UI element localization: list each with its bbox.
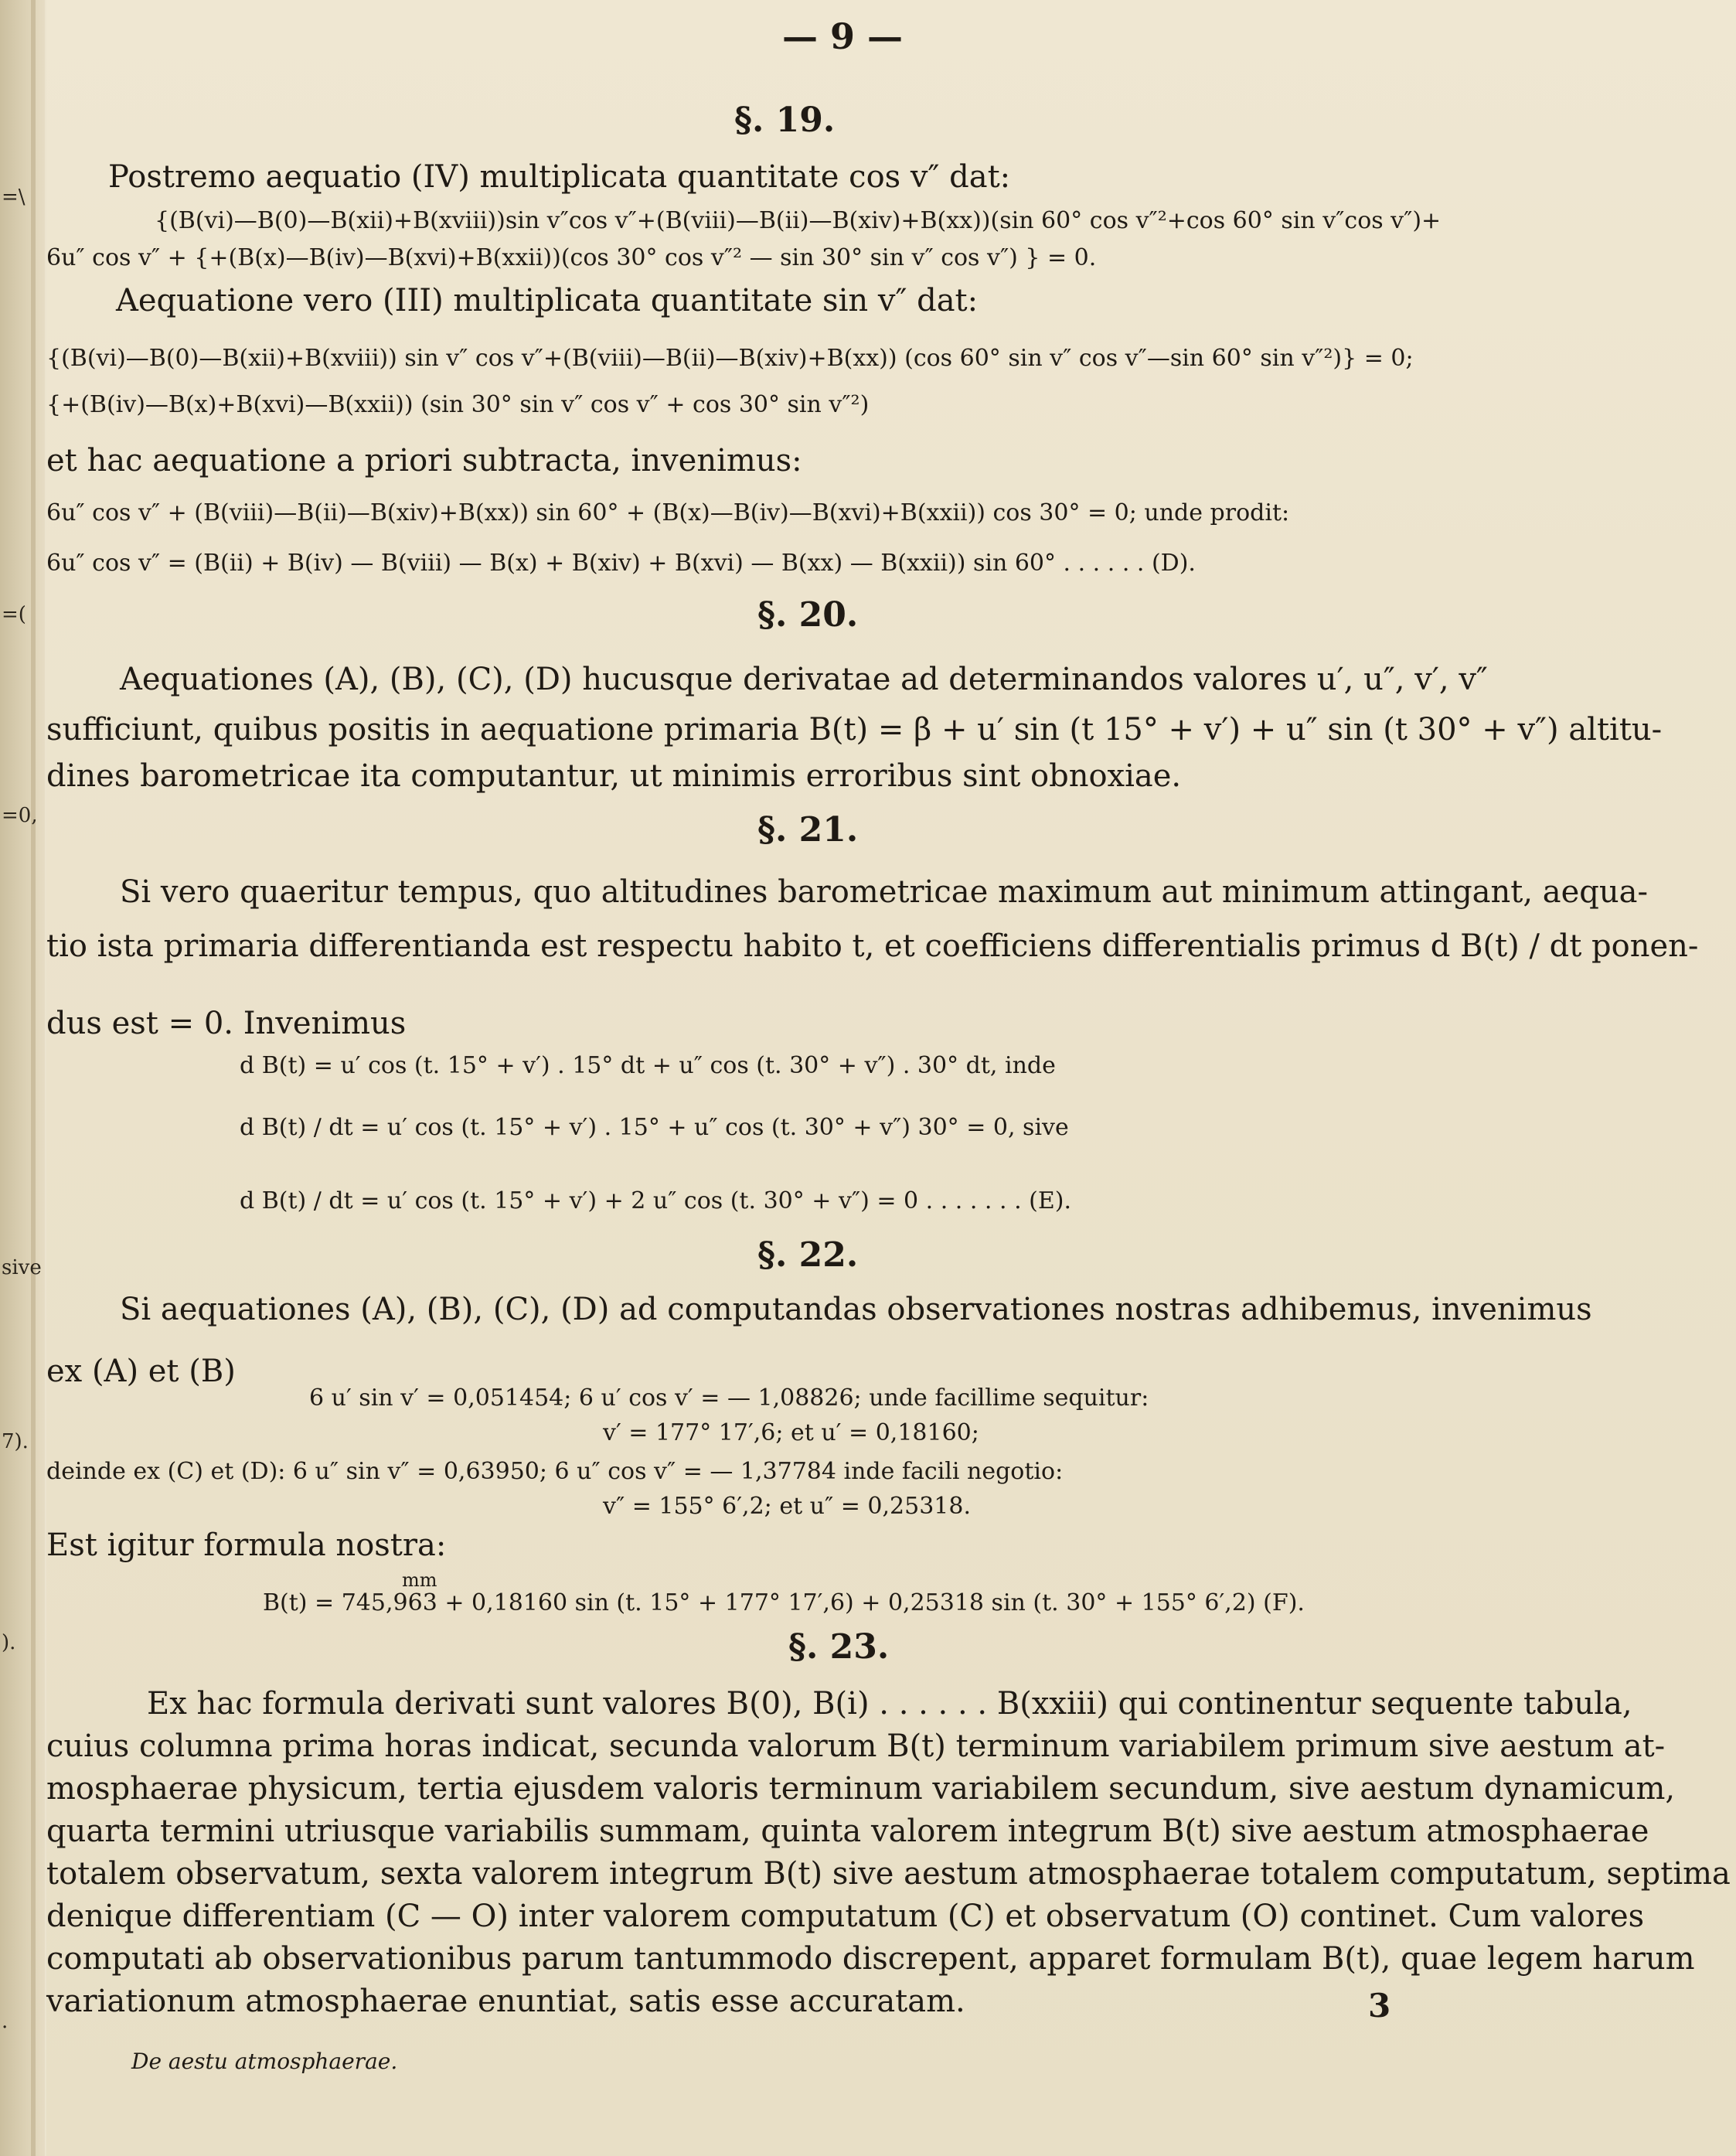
section-heading: §. 21. [757,810,859,850]
text-line: Ex hac formula derivati sunt valores B(0), B(i) . . . . . . B(xxiii) qui continentur sequente tabula, [147,1686,1632,1722]
text-line: Aequationes (A), (B), (C), (D) hucusque derivatae ad determinandos valores u′, u″, v′, v″ [120,662,1488,697]
text-line: mosphaerae physicum, tertia ejusdem valoris terminum variabilem secundum, sive aestum dynamicum, [46,1771,1676,1807]
equation-line: d B(t) = u′ cos (t. 15° + v′) . 15° dt + u″ cos (t. 30° + v″) . 30° dt, inde [240,1052,1056,1079]
text-line: Est igitur formula nostra: [46,1528,447,1563]
text-line: Aequatione vero (III) multiplicata quantitate sin v″ dat: [116,283,979,318]
book-spine [31,0,36,2156]
page-number: — 9 — [781,15,904,57]
equation-line: v′ = 177° 17′,6; et u′ = 0,18160; [603,1419,979,1446]
margin-fragment: ). [2,1631,16,1654]
text-line: Si aequationes (A), (B), (C), (D) ad computandas observationes nostras adhibemus, invenimus [120,1292,1592,1327]
margin-fragment: =\ [2,186,26,209]
text-line: denique differentiam (C — O) inter valorem computatum (C) et observatum (O) continet. Cum valores [46,1899,1645,1934]
equation-line: 6 u′ sin v′ = 0,051454; 6 u′ cos v′ = — 1,08826; unde facillime sequitur: [309,1385,1149,1412]
text-line: quarta termini utriusque variabilis summam, quinta valorem integrum B(t) sive aestum atmosphaerae [46,1814,1649,1849]
text-line: dus est = 0. Invenimus [46,1006,407,1041]
text-line: et hac aequatione a priori subtracta, invenimus: [46,443,802,479]
margin-fragment: =( [2,603,26,626]
margin-fragment: 7). [2,1430,29,1453]
text-line: variationum atmosphaerae enuntiat, satis esse accuratam. [46,1984,965,2019]
text-line: Postremo aequatio (IV) multiplicata quantitate cos v″ dat: [108,159,1011,195]
section-heading: §. 20. [757,595,859,635]
unit-label: mm [402,1569,437,1591]
text-line: cuius columna prima horas indicat, secunda valorum B(t) terminum variabilem primum sive aestum at- [46,1729,1666,1764]
section-heading: §. 19. [734,100,836,140]
equation-line: 6u″ cos v″ = (B(ii) + B(iv) — B(viii) — B(x) + B(xiv) + B(xvi) — B(xx) — B(xxii)) sin 60° . . . . . . (D). [46,550,1196,577]
signature-mark: 3 [1368,1987,1391,2025]
equation-line: d B(t) / dt = u′ cos (t. 15° + v′) . 15° + u″ cos (t. 30° + v″) 30° = 0, sive [240,1114,1069,1141]
equation-line: {(B(vi)—B(0)—B(xii)+B(xviii))sin v″cos v″+(B(viii)—B(ii)—B(xiv)+B(xx))(sin 60° cos v″²+cos 60° sin v″cos v″)+ [155,207,1442,234]
book-page [46,0,1736,2156]
text-line: totalem observatum, sexta valorem integrum B(t) sive aestum atmosphaerae totalem computatum, septima [46,1856,1731,1892]
footer-title: De aestu atmosphaerae. [131,2049,398,2074]
text-line: dines barometricae ita computantur, ut minimis erroribus sint obnoxiae. [46,758,1182,794]
equation-line: {+(B(iv)—B(x)+B(xvi)—B(xxii)) (sin 30° sin v″ cos v″ + cos 30° sin v″²) [46,391,870,418]
text-line: Si vero quaeritur tempus, quo altitudines barometricae maximum aut minimum attingant, aequa- [120,874,1649,910]
text-line: computati ab observationibus parum tantummodo discrepent, apparet formulam B(t), quae legem harum [46,1941,1695,1977]
section-heading: §. 23. [788,1627,890,1667]
equation-line: {(B(vi)—B(0)—B(xii)+B(xviii)) sin v″ cos v″+(B(viii)—B(ii)—B(xiv)+B(xx)) (cos 60° sin v″ cos v″—sin 60° sin v″²)} = 0; [46,345,1414,372]
margin-fragment: sive [2,1256,42,1279]
text-line: ex (A) et (B) [46,1354,236,1389]
text-line: sufficiunt, quibus positis in aequatione primaria B(t) = β + u′ sin (t 15° + v′) + u″ sin (t 30° + v″) altitu- [46,712,1663,748]
equation-line: 6u″ cos v″ + {+(B(x)—B(iv)—B(xvi)+B(xxii))(cos 30° cos v″² — sin 30° sin v″ cos v″) } = 0. [46,244,1097,271]
equation-line: deinde ex (C) et (D): 6 u″ sin v″ = 0,63950; 6 u″ cos v″ = — 1,37784 inde facili negotio: [46,1458,1064,1485]
section-heading: §. 22. [757,1235,859,1275]
equation-line: 6u″ cos v″ + (B(viii)—B(ii)—B(xiv)+B(xx)) sin 60° + (B(x)—B(iv)—B(xvi)+B(xxii)) cos 30° = 0; unde prodit: [46,499,1290,526]
text-line: tio ista primaria differentianda est respectu habito t, et coefficiens differentialis primus d B(t) / dt ponen- [46,928,1699,964]
margin-fragment: . [2,2010,9,2033]
book-gutter [0,0,45,2156]
margin-fragment: =0, [2,804,38,827]
equation-line: v″ = 155° 6′,2; et u″ = 0,25318. [603,1493,972,1520]
equation-line: B(t) = 745,963 + 0,18160 sin (t. 15° + 177° 17′,6) + 0,25318 sin (t. 30° + 155° 6′,2) (F). [263,1589,1305,1616]
equation-line: d B(t) / dt = u′ cos (t. 15° + v′) + 2 u″ cos (t. 30° + v″) = 0 . . . . . . . (E). [240,1187,1071,1214]
